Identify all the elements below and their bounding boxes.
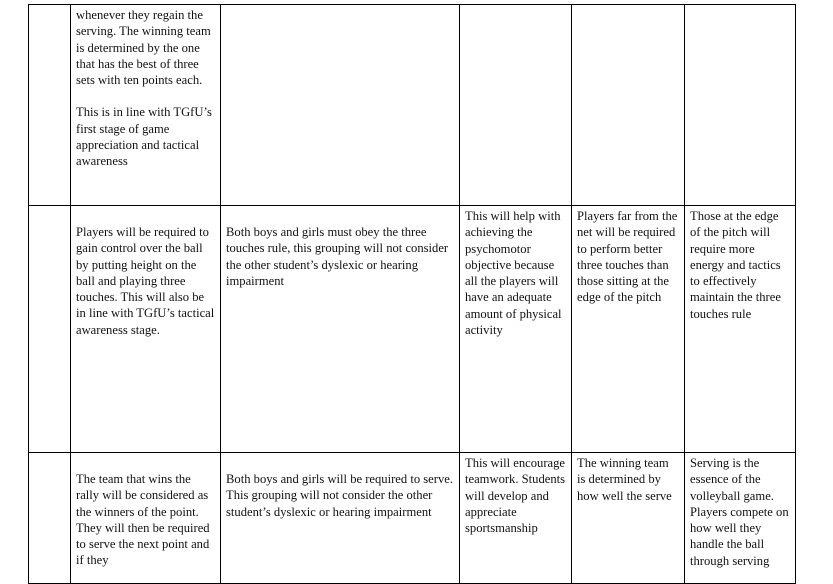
activity-cell: [71, 5, 221, 206]
activity-cell: Players will be required to gain control over the ball by putting height on the ball and playing three touches. This will also be in line with TGfU’s tactical awareness stage.: [71, 206, 221, 453]
row-number-cell: [29, 206, 71, 453]
grouping-cell: Both boys and girls must obey the three touches rule, this grouping will not consider the other student’s dyslexic or hearing impairment: [221, 206, 460, 453]
notes-cell: Those at the edge of the pitch will require more energy and tactics to effectively maintain the three touches rule: [685, 206, 796, 453]
notes-cell: [685, 5, 796, 206]
table-row: [29, 206, 796, 453]
row-number-cell: [29, 5, 71, 206]
notes-cell: Serving is the essence of the volleyball game. Players compete on how well they handle the ball through serving: [685, 453, 796, 584]
grouping-cell: Both boys and girls will be required to serve. This grouping will not consider the other student’s dyslexic or hearing impairment: [221, 453, 460, 584]
objective-cell: This will encourage teamwork. Students will develop and appreciate sportsmanship: [460, 453, 572, 584]
variation-cell: Players far from the net will be required to perform better three touches than those sitting at the edge of the pitch: [572, 206, 685, 453]
variation-cell: The winning team is determined by how well the serve: [572, 453, 685, 584]
table-row: [29, 453, 796, 584]
objective-cell: [460, 5, 572, 206]
cell-text: This is in line with TGfU’s first stage of game appreciation and tactical awareness: [76, 105, 212, 169]
activity-cell: The team that wins the rally will be considered as the winners of the point. They will then be required to serve the next point and if they: [71, 453, 221, 584]
row-number-cell: [29, 453, 71, 584]
grouping-cell: [221, 5, 460, 206]
cell-text: whenever they regain the serving. The winning team is determined by the one that has the best of three sets with ten points each.: [76, 8, 211, 88]
objective-cell: This will help with achieving the psychomotor objective because all the players will have an adequate amount of physical activity: [460, 206, 572, 453]
variation-cell: [572, 5, 685, 206]
table-row: [29, 5, 796, 206]
lesson-plan-table: [28, 4, 796, 584]
